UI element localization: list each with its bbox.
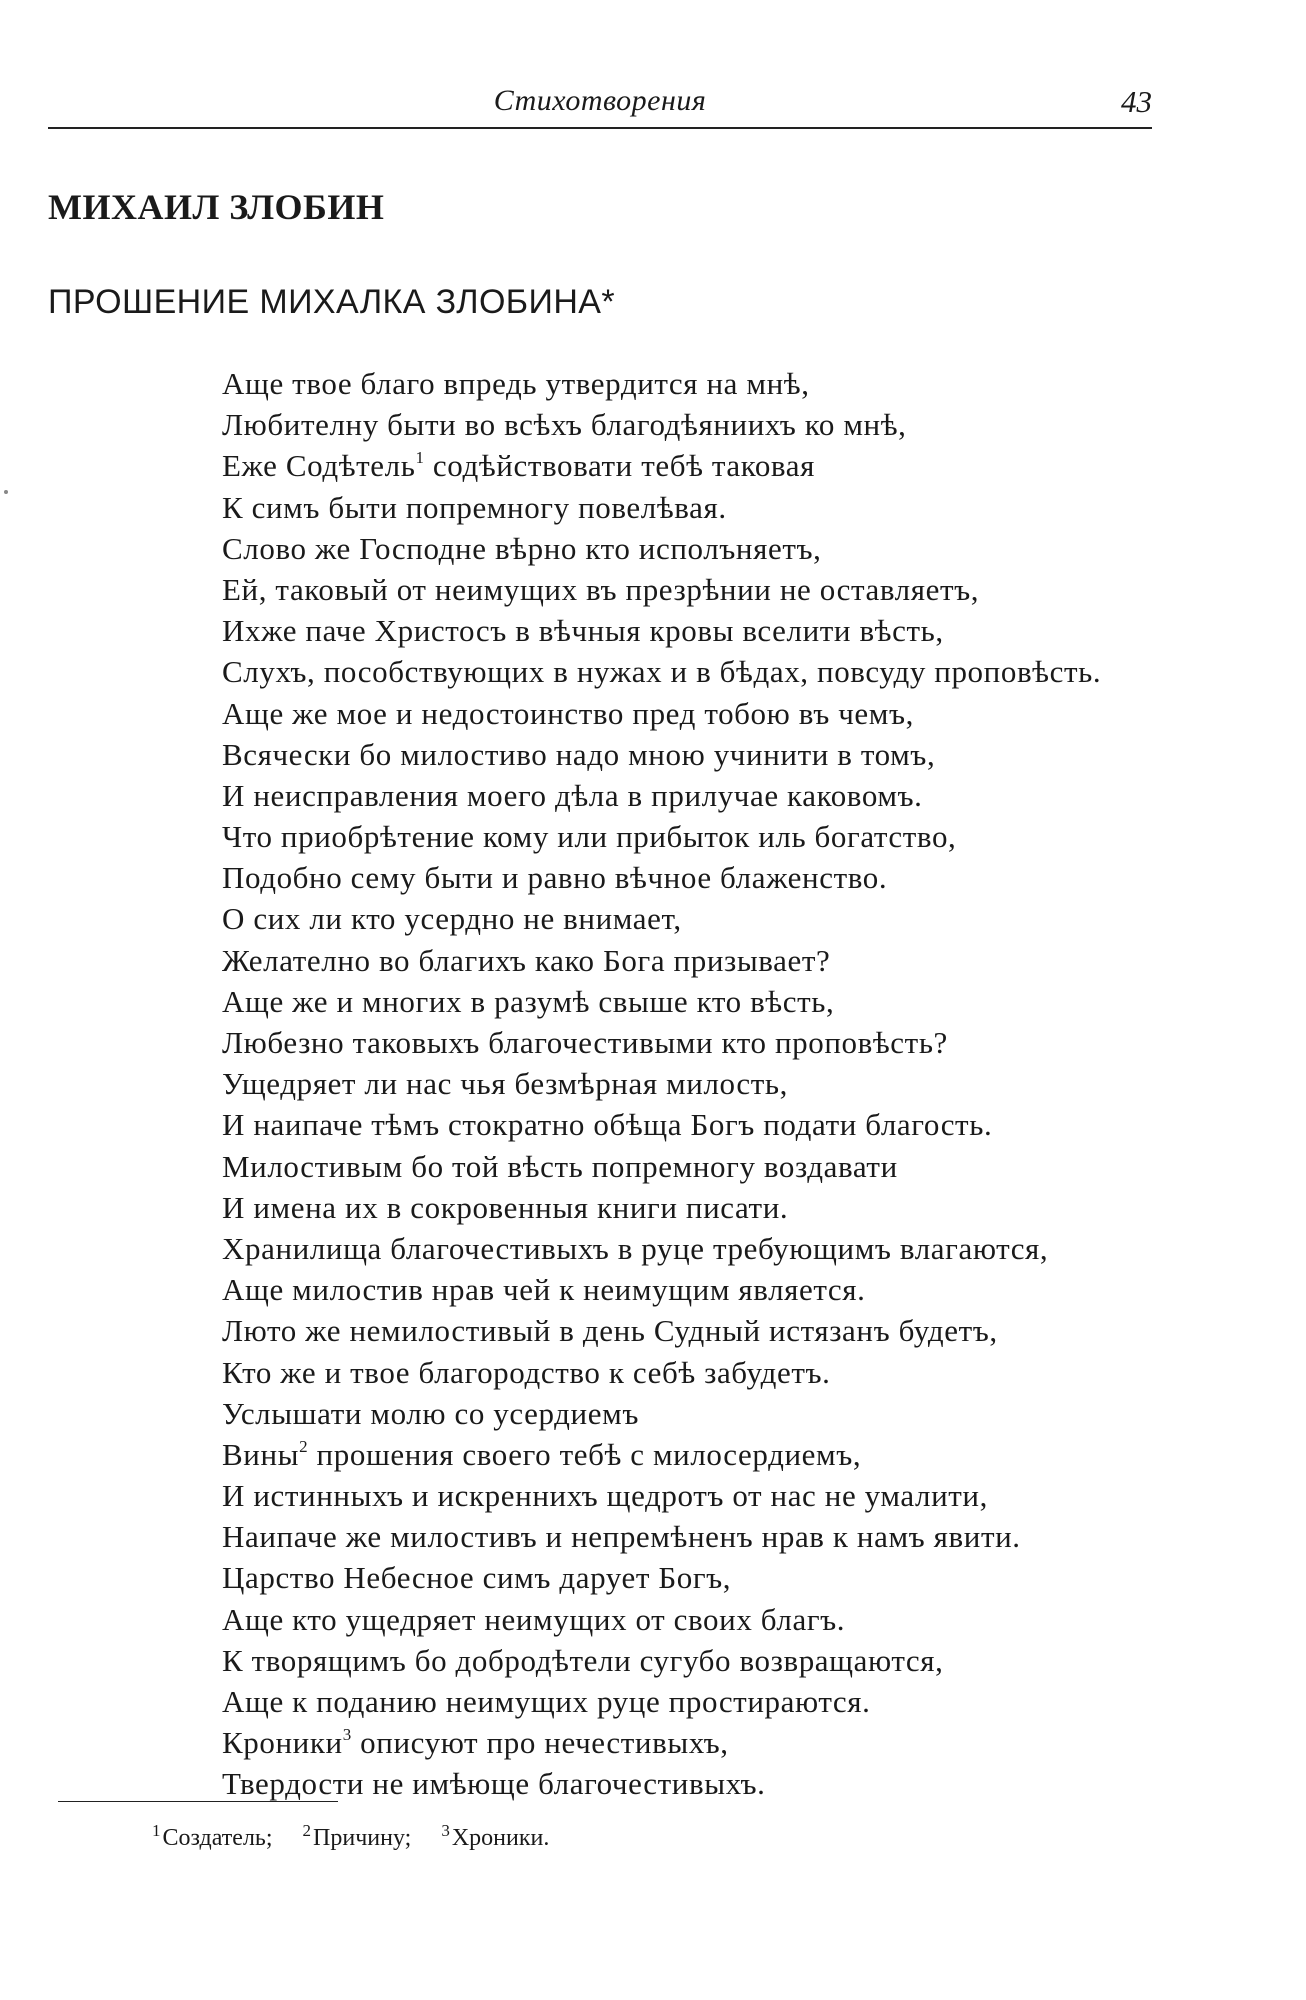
poem-line: [222, 1269, 1101, 1310]
footnote-reference: 3: [342, 1724, 352, 1744]
poem-line-text: Слухъ, пособствующих в нужах и в бѣдах, повсуду проповѣсть.: [222, 654, 1102, 690]
poem-line: [222, 363, 1101, 404]
poem-line: [222, 445, 1101, 486]
poem-line-text: Аще же и многих в разумѣ свыше кто вѣсть,: [222, 983, 835, 1019]
poem-line: [222, 569, 1101, 610]
poem-line-text: Ей, таковый от неимущих въ презрѣнии не оставляетъ,: [222, 571, 980, 607]
poem-line-text: Любезно таковыхъ благочестивыми кто проповѣсть?: [222, 1025, 948, 1060]
poem-line: [222, 1516, 1101, 1557]
footnote: [302, 1821, 412, 1851]
margin-mark: [4, 490, 8, 494]
poem-line: [222, 404, 1101, 445]
poem-line: [222, 775, 1101, 816]
poem-line-text: Всячески бо милостиво надо мною учинити в томъ,: [222, 736, 936, 772]
poem-line-text: К симъ быти попремногу повелѣвая.: [222, 489, 727, 525]
running-header: [48, 84, 1152, 128]
header-rule: [48, 127, 1152, 129]
poem-line-text: Подобно сему быти и равно вѣчное блаженство.: [222, 860, 888, 896]
poem-line: [222, 898, 1101, 939]
poem-title: ПРОШЕНИЕ МИХАЛКА ЗЛОБИНА*: [48, 283, 615, 321]
poem-line-text: Кроники: [222, 1725, 343, 1761]
poem-line: [222, 1146, 1101, 1187]
poem-line: [222, 857, 1101, 898]
poem-body: [222, 363, 1101, 1805]
poem-line-text: Слово же Господне вѣрно кто исполъняетъ,: [222, 530, 822, 566]
poem-line: [222, 1640, 1101, 1681]
footnote-mark: 3: [441, 1821, 450, 1840]
poem-line-text: Аще кто ущедряет неимущих от своих благъ.: [222, 1601, 846, 1637]
footnotes: [152, 1821, 579, 1852]
poem-line-text: Любителну быти во всѣхъ благодѣяниихъ ко мнѣ,: [222, 407, 907, 443]
poem-line: [222, 1393, 1101, 1434]
footnote-reference: 1: [415, 448, 425, 468]
poem-line-text: Аще же мое и недостоинство пред тобою въ чемъ,: [222, 695, 914, 731]
poem-line: [222, 1722, 1101, 1763]
poem-line: [222, 1681, 1101, 1722]
poem-line: [222, 1310, 1101, 1351]
poem-line-text: Люто же немилостивый в день Судный истязанъ будетъ,: [222, 1313, 998, 1349]
author-heading: МИХАИЛ ЗЛОБИН: [48, 187, 385, 227]
footnote-mark: 1: [152, 1821, 161, 1840]
poem-line-text: Твердости не имѣюще благочестивыхъ.: [222, 1766, 766, 1802]
poem-line: [222, 1104, 1101, 1145]
poem-line: [222, 1022, 1101, 1063]
poem-line-text: Милостивым бо той вѣсть попремногу воздавати: [222, 1148, 898, 1184]
poem-line: [222, 1187, 1101, 1228]
footnote-rule: [58, 1801, 338, 1802]
running-title: Стихотворения: [493, 84, 707, 117]
poem-line-text: Аще к поданию неимущих руце простираются.: [222, 1684, 871, 1719]
poem-line-text: О сих ли кто усердно не внимает,: [222, 901, 682, 937]
poem-line: [222, 1352, 1101, 1393]
poem-line: [222, 1228, 1101, 1269]
poem-line-text: Желателно во благихъ како Бога призывает?: [222, 942, 831, 978]
poem-line: [222, 528, 1101, 569]
poem-line: [222, 734, 1101, 775]
poem-line-text: Что приобрѣтение кому или прибыток иль богатство,: [222, 819, 957, 855]
poem-line: [222, 1763, 1101, 1804]
poem-line: [222, 1063, 1101, 1104]
poem-line: [222, 651, 1101, 692]
poem-line: [222, 981, 1101, 1022]
poem-line-text: Ущедряет ли нас чья безмѣрная милость,: [222, 1066, 788, 1102]
poem-line-text: Аще твое благо впредь утвердится на мнѣ,: [222, 366, 810, 401]
poem-line-continuation: описуют про нечестивыхъ,: [351, 1725, 729, 1761]
poem-line: [222, 693, 1101, 734]
footnote-text: Создатель;: [162, 1825, 273, 1851]
poem-line: [222, 816, 1101, 857]
poem-line: [222, 487, 1101, 528]
poem-line: [222, 1557, 1101, 1598]
poem-line-continuation: содѣйствовати тебѣ таковая: [424, 448, 815, 484]
footnote-reference: 2: [299, 1436, 309, 1456]
poem-line: [222, 940, 1101, 981]
poem-line-text: Аще милостив нрав чей к неимущим является.: [222, 1272, 866, 1308]
footnote-text: Причину;: [313, 1825, 412, 1851]
poem-line-text: Наипаче же милостивъ и непремѣненъ нрав к намъ явити.: [222, 1519, 1021, 1555]
poem-line: [222, 1599, 1101, 1640]
poem-line: [222, 1475, 1101, 1516]
footnote-text: Хроники.: [451, 1825, 550, 1851]
poem-line-text: И неисправления моего дѣла в прилучае каковомъ.: [222, 777, 923, 813]
page-number: 43: [1121, 84, 1152, 119]
poem-line-text: Услышати молю со усердиемъ: [222, 1395, 639, 1431]
footnote: [152, 1821, 273, 1851]
poem-line-text: Еже Содѣтель: [222, 448, 416, 484]
poem-line: [222, 1434, 1101, 1475]
poem-line: [222, 610, 1101, 651]
footnote-mark: 2: [302, 1821, 312, 1840]
poem-line-text: Кто же и твое благородство к себѣ забудетъ.: [222, 1354, 831, 1390]
poem-line-text: И имена их в сокровенныя книги писати.: [222, 1189, 789, 1225]
poem-line-text: Царство Небесное симъ дарует Богъ,: [222, 1560, 732, 1596]
poem-line-text: Хранилища благочестивыхъ в руце требующимъ влагаются,: [222, 1230, 1049, 1266]
poem-line-text: Ихже паче Христосъ в вѣчныя кровы вселити вѣсть,: [222, 613, 944, 649]
poem-line-continuation: прошения своего тебѣ с милосердиемъ,: [308, 1436, 862, 1472]
poem-line-text: Вины: [222, 1436, 300, 1472]
poem-line-text: И истинныхъ и искреннихъ щедротъ от нас не умалити,: [222, 1478, 988, 1514]
poem-line-text: И наипаче тѣмъ стократно обѣща Богъ подати благость.: [222, 1107, 993, 1143]
poem-line-text: К творящимъ бо добродѣтели сугубо возвращаются,: [222, 1642, 944, 1678]
footnote: [441, 1821, 550, 1851]
